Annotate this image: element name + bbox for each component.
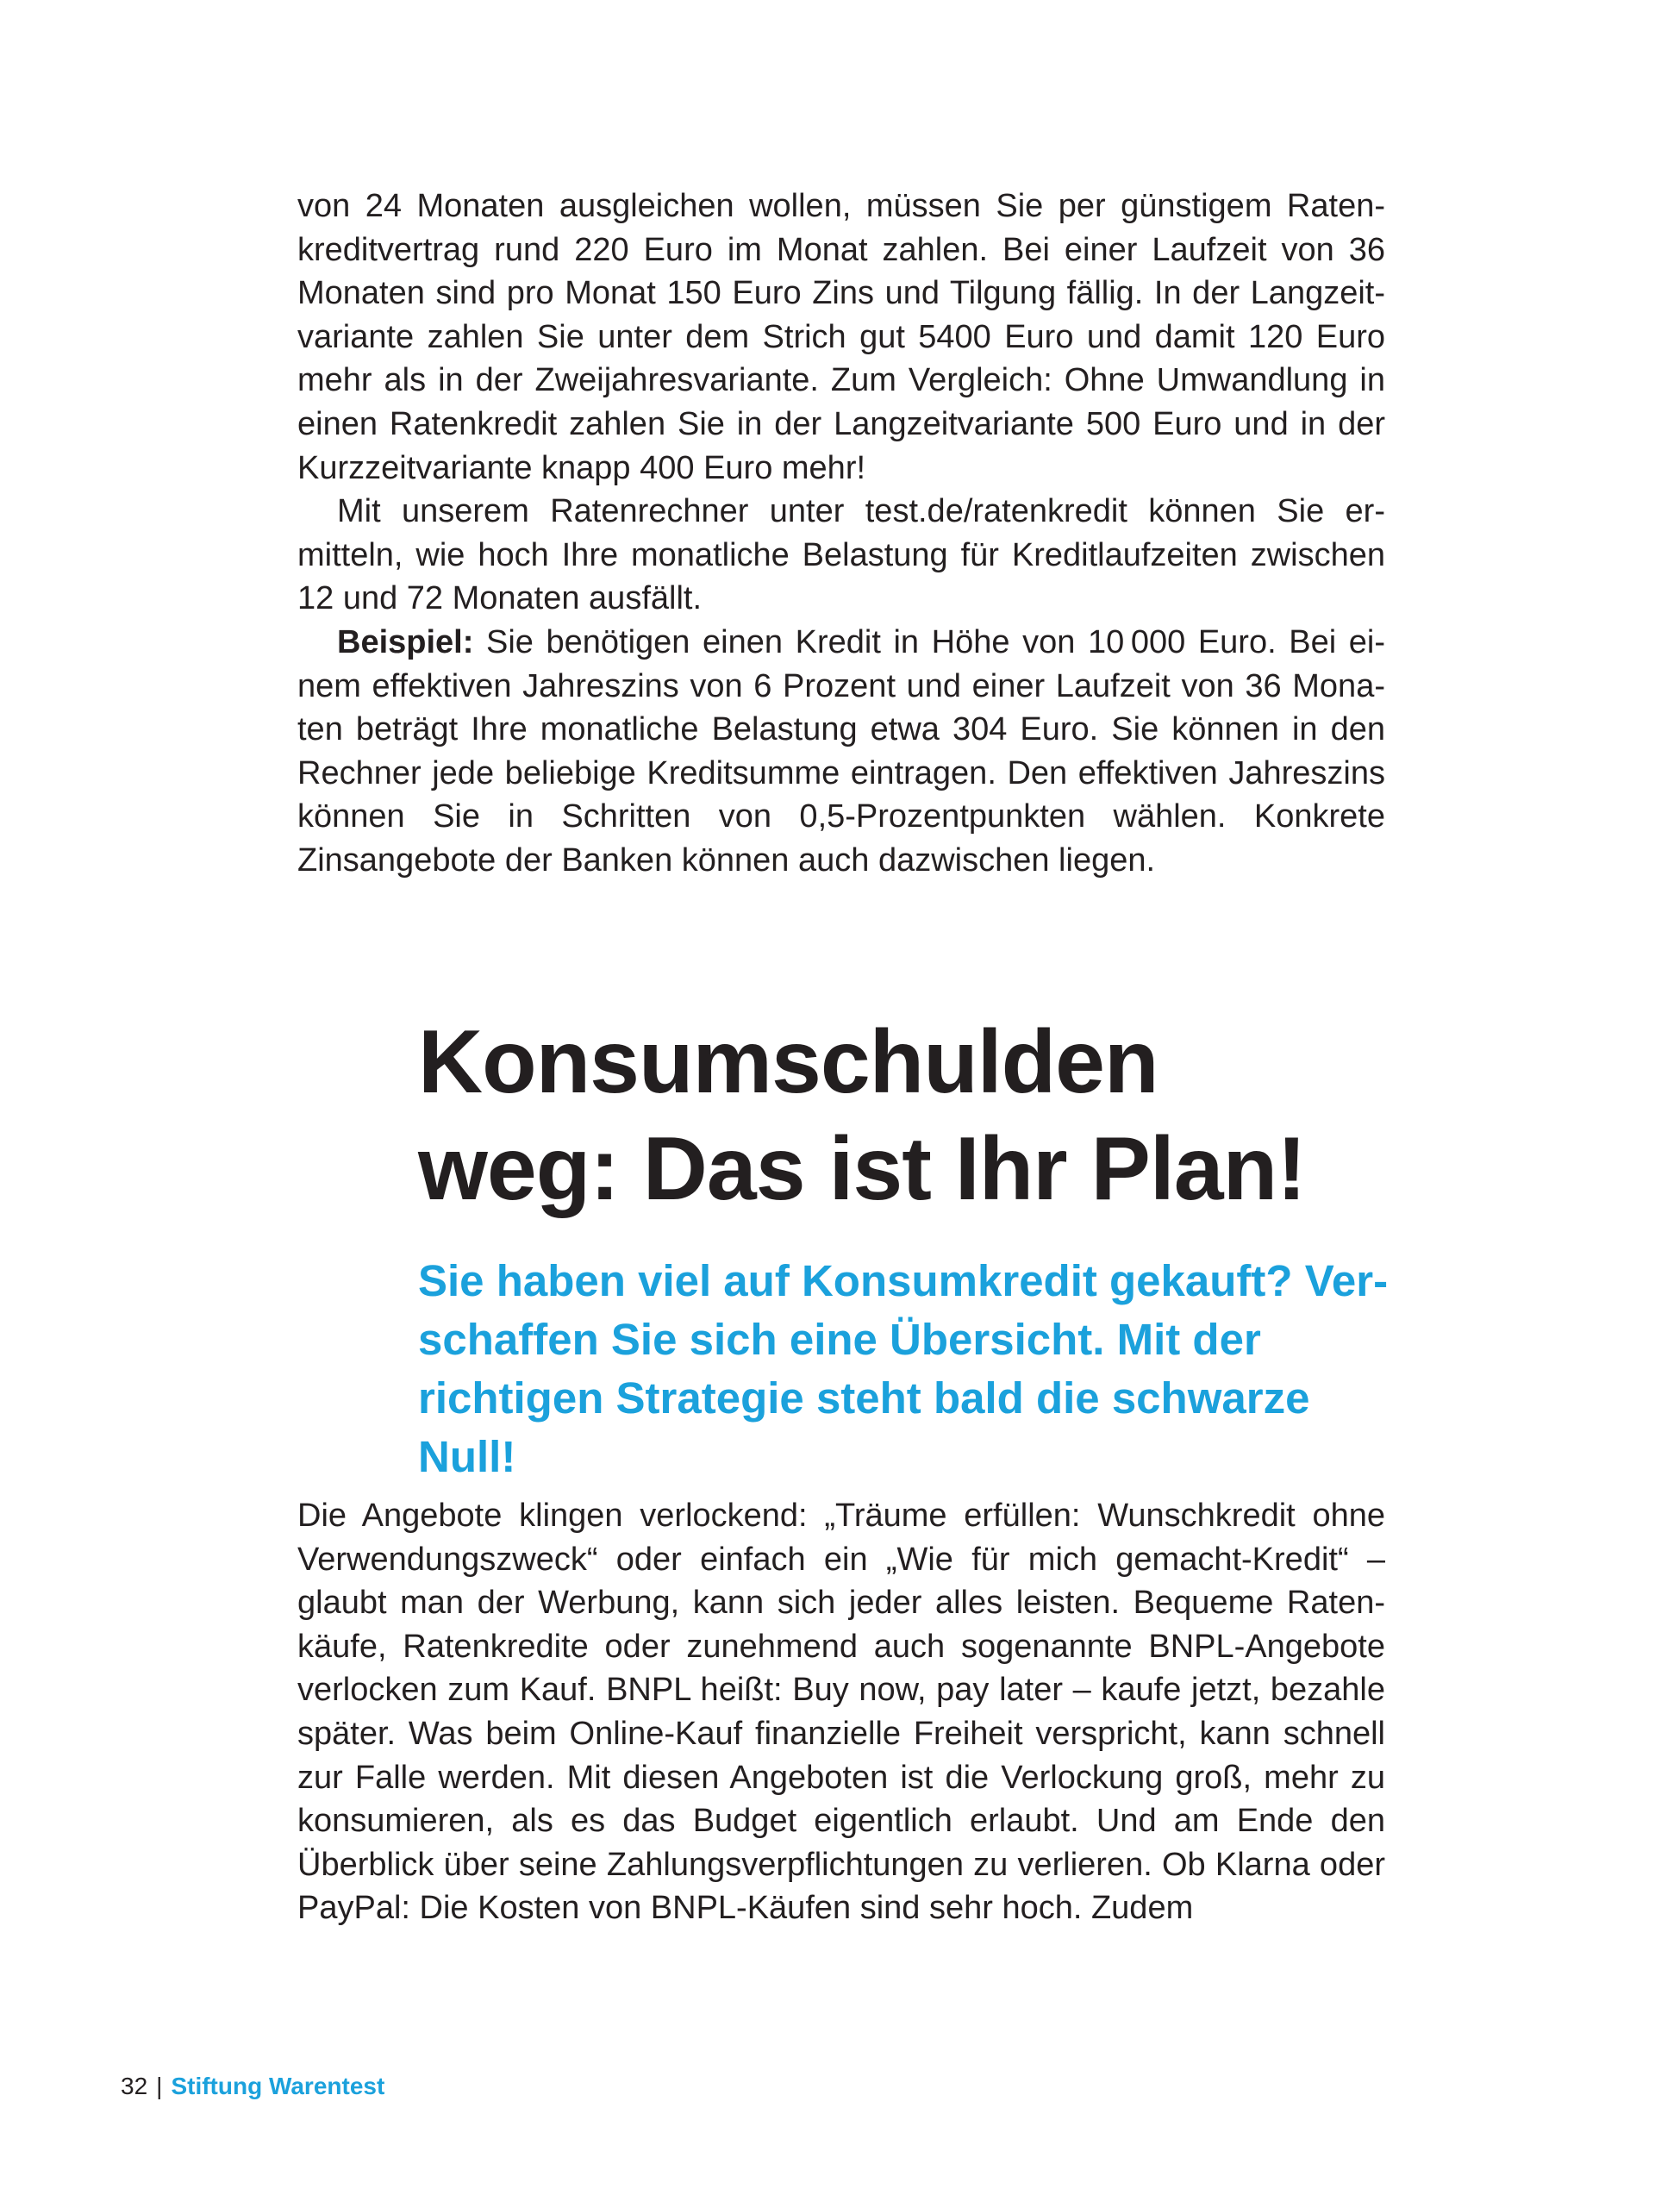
headline-title	[418, 1009, 1392, 1223]
main-text-section	[297, 1494, 1385, 1930]
chapter-subheadline	[418, 1252, 1392, 1486]
headline-line-2: weg: Das ist Ihr Plan!	[418, 1119, 1306, 1219]
page-footer	[121, 2069, 384, 2104]
example-label: Beispiel:	[337, 623, 474, 660]
intro-section	[297, 185, 1385, 883]
example-text: Sie benötigen einen Kredit in Höhe von 10 000 Euro. Bei einem effektiven Jahreszins von 6 Prozent und einer Laufzeit von 36 Monaten beträgt Ihre monatliche Belastung etwa 304 Euro. Sie können in den Rechner jede beliebige Kreditsumme eintragen. Den effektiven Jahreszins können Sie in Schritten von 0,5-Prozentpunkten wählen. Konkrete Zinsangebote der Banken können auch dazwischen liegen.	[297, 623, 1385, 879]
subhead-text: Sie haben viel auf Konsumkredit gekauft? Verschaffen Sie sich eine Übersicht. Mit der richtigen Strategie steht bald die schwarze Null!	[418, 1256, 1389, 1481]
page-number: 32	[121, 2073, 148, 2099]
example-paragraph	[297, 621, 1385, 883]
chapter-headline	[418, 1009, 1392, 1223]
footer-brand: Stiftung Warentest	[171, 2073, 385, 2099]
headline-line-1: Konsumschulden	[418, 1012, 1159, 1112]
intro-paragraph-2: Mit unserem Ratenrechner unter test.de/ratenkredit können Sie ermitteln, wie hoch Ihre monatliche Belastung für Kreditlaufzeiten zwischen 12 und 72 Monaten ausfällt.	[297, 493, 1385, 617]
footer-separator: |	[156, 2073, 163, 2099]
main-paragraph: Die Angebote klingen verlockend: „Träume erfüllen: Wunschkredit ohne Verwendungszweck“ oder einfach ein „Wie für mich gemacht-Kredit“ – glaubt man der Werbung, kann sich jeder alles leisten. Bequeme Ratenkäufe, Ratenkredite oder zunehmend auch sogenannte BNPL-Angebote verlocken zum Kauf. BNPL heißt: Buy now, pay later – kaufe jetzt, bezahle später. Was beim Online-Kauf finanzielle Freiheit verspricht, kann schnell zur Falle werden. Mit diesen Angeboten ist die Verlockung groß, mehr zu konsumieren, als es das Budget eigentlich erlaubt. Und am Ende den Überblick über seine Zahlungsverpflichtungen zu verlieren. Ob Klarna oder PayPal: Die Kosten von BNPL-Käufen sind sehr hoch. Zudem	[297, 1498, 1385, 1927]
intro-paragraph-1: von 24 Monaten ausgleichen wollen, müssen Sie per günstigem Ratenkreditvertrag rund 220 Euro im Monat zahlen. Bei einer Laufzeit von 36 Monaten sind pro Monat 150 Euro Zins und Tilgung fällig. In der Langzeitvariante zahlen Sie unter dem Strich gut 5400 Euro und damit 120 Euro mehr als in der Zweijahresvariante. Zum Vergleich: Ohne Umwandlung in einen Ratenkredit zahlen Sie in der Langzeitvariante 500 Euro und in der Kurzzeitvariante knapp 400 Euro mehr!	[297, 188, 1385, 486]
